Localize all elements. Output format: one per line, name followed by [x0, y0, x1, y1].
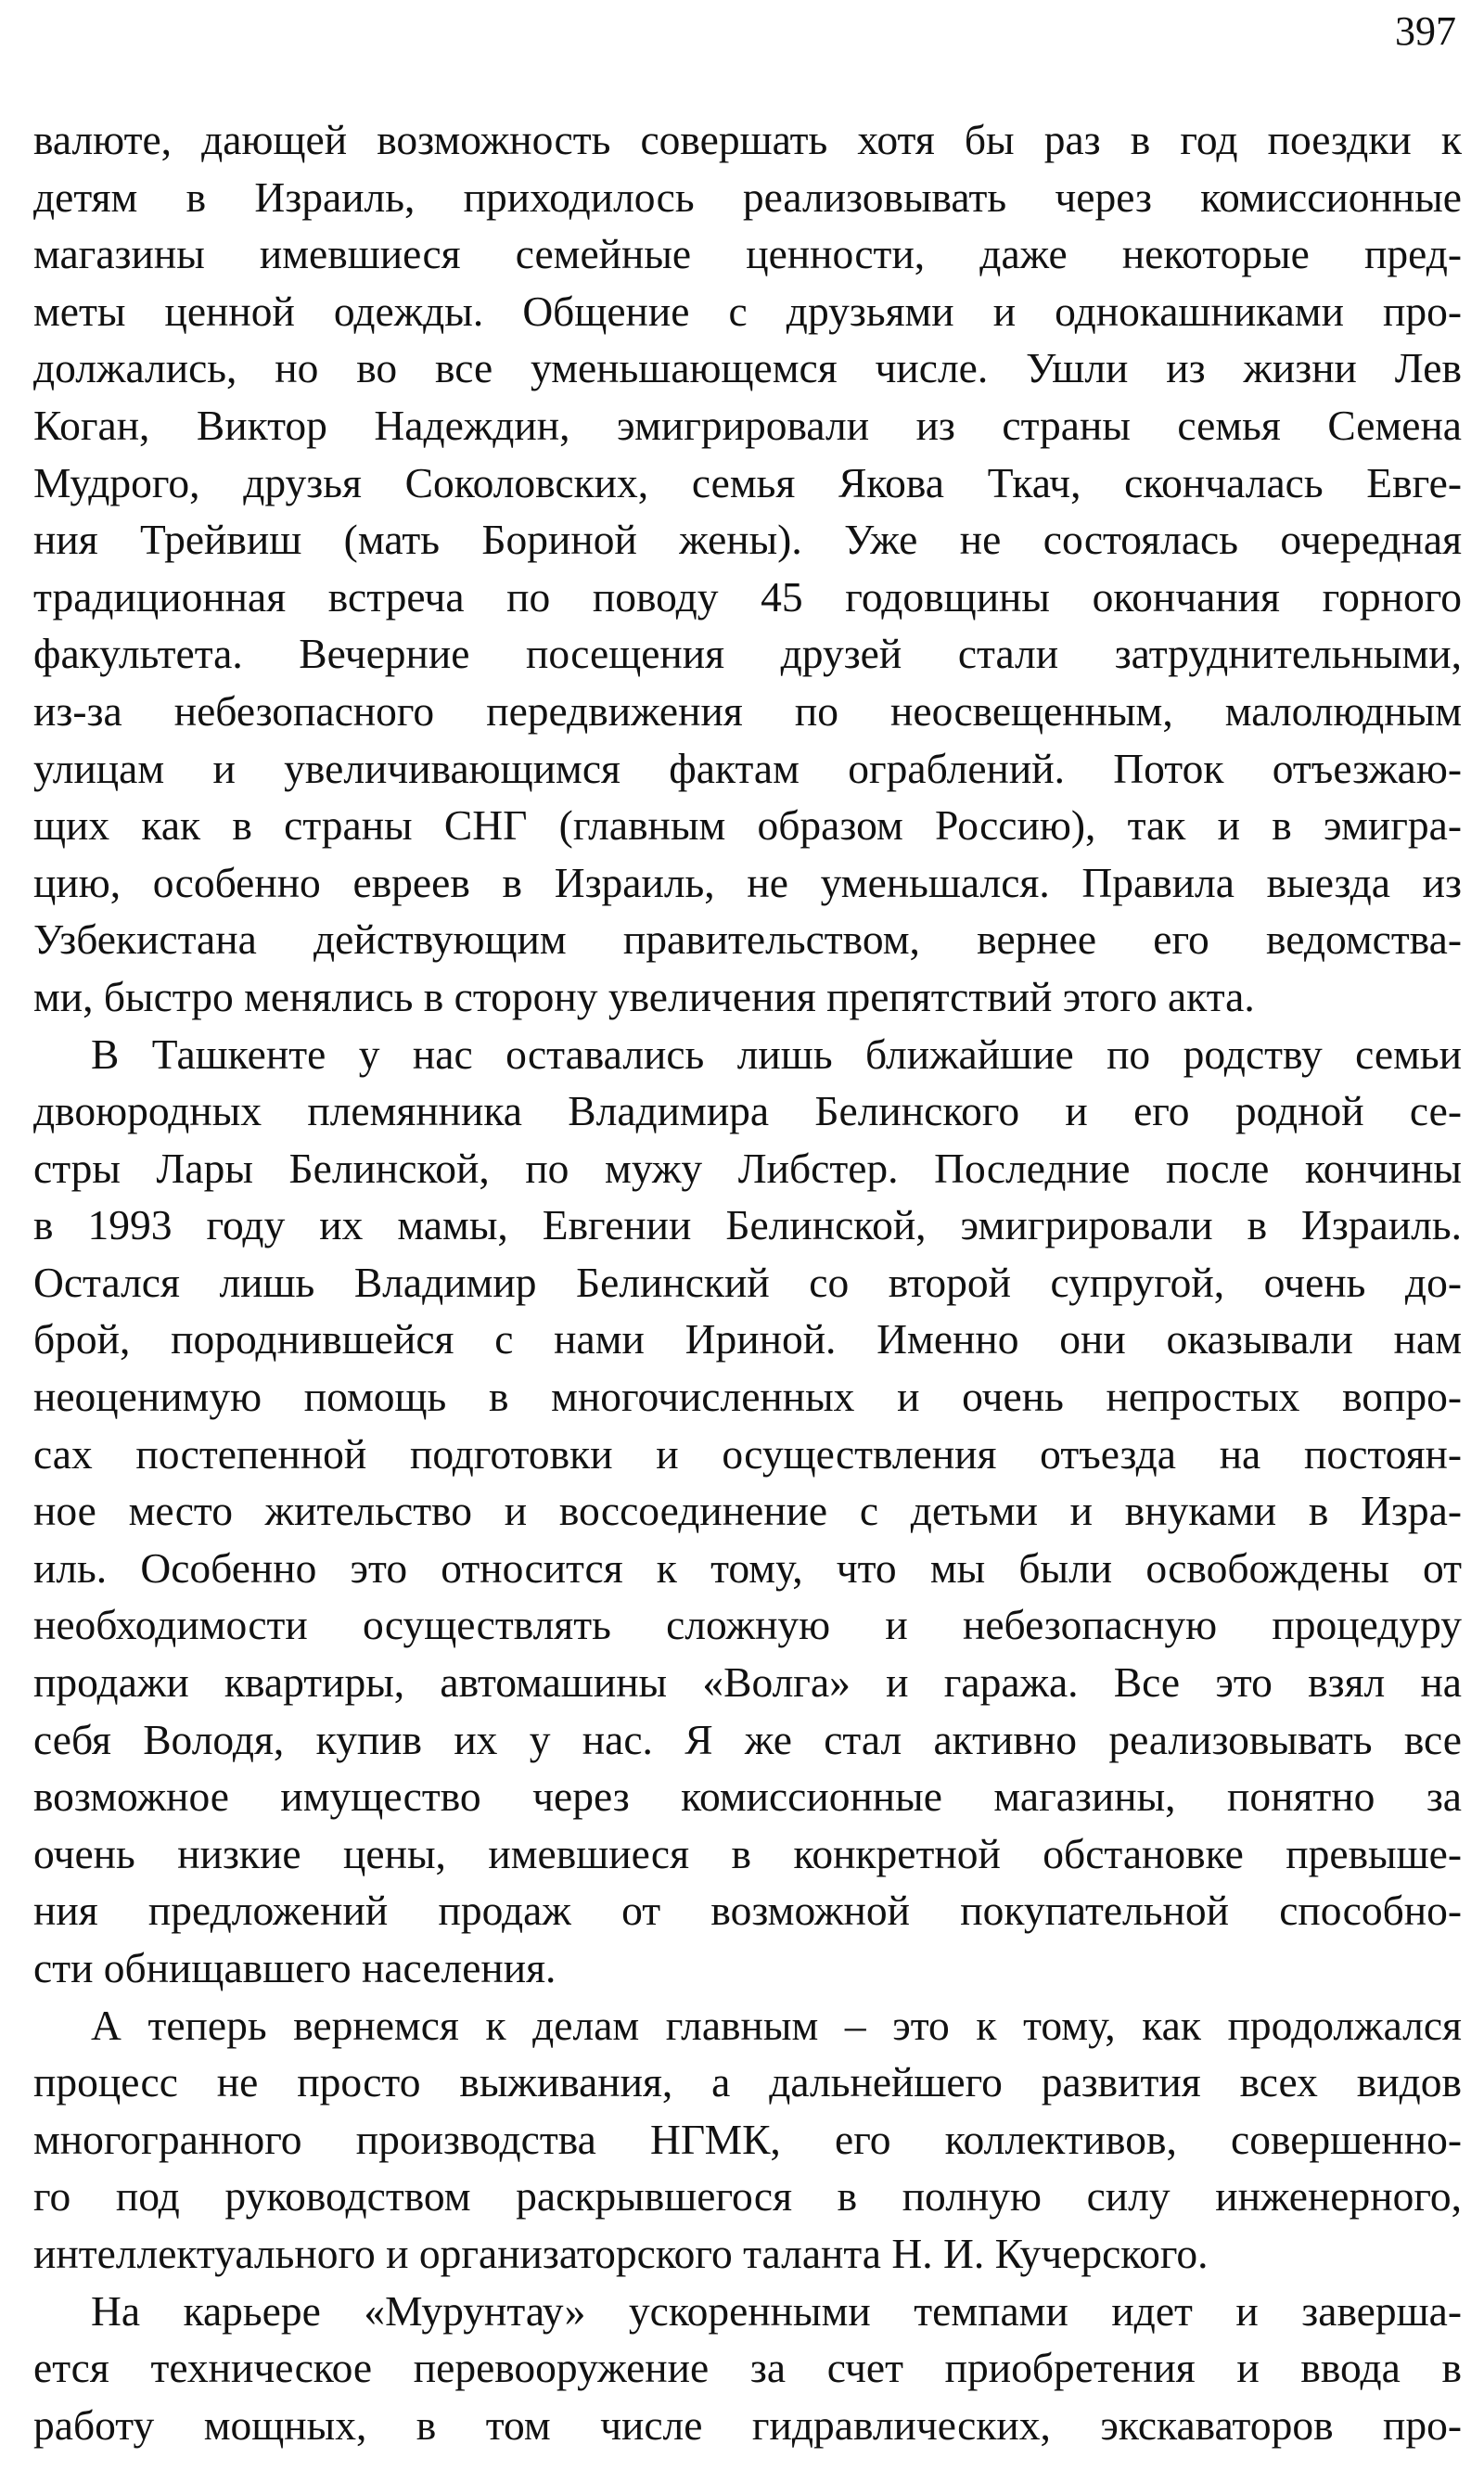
text-line: интеллектуального и организаторского таланта Н. И. Кучерского. — [33, 2229, 1209, 2277]
text-line: Узбекистана действующим правительством, вернее его ведомства- — [33, 915, 1462, 964]
page-number: 397 — [1395, 8, 1456, 54]
text-line: В Ташкенте у нас оставались лишь ближайшие по родству семьи — [91, 1030, 1462, 1078]
text-line: На карьере «Мурунтау» ускоренными темпами идет и заверша- — [91, 2286, 1462, 2335]
text-line: Мудрого, друзья Соколовских, семья Якова Ткач, скончалась Евге- — [33, 458, 1462, 506]
text-line: возможное имущество через комиссионные магазины, понятно за — [33, 1773, 1462, 1821]
text-line: ния предложений продаж от возможной покупательной способно- — [33, 1887, 1462, 1935]
text-line: сах постепенной подготовки и осуществления отъезда на постоян- — [33, 1429, 1462, 1478]
text-line: работу мощных, в том числе гидравлических, экскаваторов про- — [33, 2400, 1462, 2449]
text-line: из-за небезопасного передвижения по неосвещенным, малолюдным — [33, 686, 1462, 735]
text-line: Остался лишь Владимир Белинский со второй супругой, очень до- — [33, 1258, 1462, 1306]
text-line: А теперь вернемся к делам главным – это к тому, как продолжался — [91, 2001, 1462, 2049]
text-line: необходимости осуществлять сложную и небезопасную процедуру — [33, 1601, 1462, 1649]
text-line: брой, породнившейся с нами Ириной. Именно они оказывали нам — [33, 1315, 1462, 1363]
text-line: процесс не просто выживания, а дальнейшего развития всех видов — [33, 2058, 1462, 2106]
text-line: ния Трейвиш (мать Бориной жены). Уже не состоялась очередная — [33, 516, 1462, 564]
text-line: продажи квартиры, автомашины «Волга» и гаража. Все это взял на — [33, 1658, 1462, 1707]
text-line: Коган, Виктор Надеждин, эмигрировали из страны семья Семена — [33, 401, 1462, 449]
text-line: стры Лары Белинской, по мужу Либстер. Последние после кончины — [33, 1144, 1462, 1192]
text-line: в 1993 году их мамы, Евгении Белинской, эмигрировали в Израиль. — [33, 1201, 1462, 1249]
text-line: себя Володя, купив их у нас. Я же стал активно реализовывать все — [33, 1715, 1462, 1763]
text-line: валюте, дающей возможность совершать хотя бы раз в год поездки к — [33, 116, 1462, 163]
text-line: щих как в страны СНГ (главным образом Россию), так и в эмигра- — [33, 801, 1462, 850]
text-line: ное место жительство и воссоединение с детьми и внуками в Изра- — [33, 1487, 1462, 1535]
text-line: магазины имевшиеся семейные ценности, даже некоторые пред- — [33, 230, 1462, 278]
text-line: ми, быстро менялись в сторону увеличения препятствий этого акта. — [33, 972, 1255, 1020]
text-line: двоюродных племянника Владимира Белинского и его родной се- — [33, 1087, 1462, 1135]
text-line: неоценимую помощь в многочисленных и очень непростых вопро- — [33, 1373, 1462, 1421]
text-line: цию, особенно евреев в Израиль, не уменьшался. Правила выезда из — [33, 858, 1462, 906]
text-line: го под руководством раскрывшегося в полную силу инженерного, — [33, 2172, 1462, 2221]
body-text — [33, 111, 1462, 2453]
text-line: сти обнищавшего населения. — [33, 1944, 556, 1991]
text-line: традиционная встреча по поводу 45 годовщины окончания горного — [33, 572, 1462, 621]
text-line: улицам и увеличивающимся фактам ограблений. Поток отъезжаю- — [33, 744, 1462, 792]
text-line: многогранного производства НГМК, его коллективов, совершенно- — [33, 2115, 1462, 2163]
text-line: иль. Особенно это относится к тому, что мы были освобождены от — [33, 1543, 1462, 1592]
text-line: факультета. Вечерние посещения друзей стали затруднительными, — [33, 630, 1462, 678]
text-line: меты ценной одежды. Общение с друзьями и однокашниками про- — [33, 287, 1462, 335]
text-line: должались, но во все уменьшающемся числе. Ушли из жизни Лев — [33, 344, 1462, 392]
text-line: очень низкие цены, имевшиеся в конкретной обстановке превыше- — [33, 1829, 1462, 1877]
text-line: детям в Израиль, приходилось реализовывать через комиссионные — [33, 173, 1462, 221]
text-line: ется техническое перевооружение за счет приобретения и ввода в — [33, 2344, 1462, 2392]
